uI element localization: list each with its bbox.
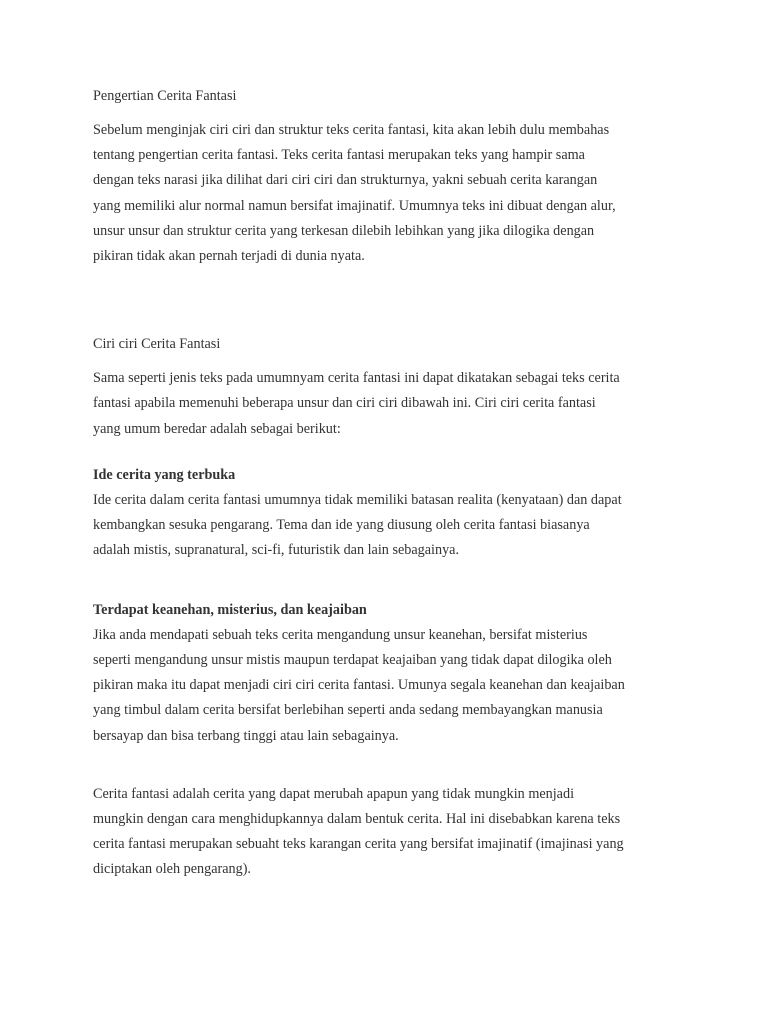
paragraph-line: Jika anda mendapati sebuah teks cerita mengandung unsur keanehan, bersifat misterius <box>93 626 588 643</box>
paragraph-line: fantasi apabila memenuhi beberapa unsur dan ciri ciri dibawah ini. Ciri ciri cerita fantasi <box>93 395 596 412</box>
paragraph-line: unsur unsur dan struktur cerita yang terkesan dilebih lebihkan yang jika dilogika dengan <box>93 222 595 239</box>
paragraph-line: bersayap dan bisa terbang tinggi atau lain sebagainya. <box>93 727 399 744</box>
paragraph-line: adalah mistis, supranatural, sci-fi, futuristik dan lain sebagainya. <box>93 542 460 559</box>
section-pengertian <box>93 86 683 269</box>
feature-keanehan <box>93 598 683 749</box>
paragraph-line: pikiran tidak akan pernah terjadi di dunia nyata. <box>93 248 365 265</box>
paragraph-line: tentang pengertian cerita fantasi. Teks cerita fantasi merupakan teks yang hampir sama <box>93 147 585 164</box>
section-heading: Pengertian Cerita Fantasi <box>93 88 237 104</box>
section-paragraph <box>93 366 683 442</box>
paragraph-line: mungkin dengan cara menghidupkannya dalam bentuk cerita. Hal ini disebabkan karena teks <box>93 811 621 828</box>
paragraph-line: kembangkan sesuka pengarang. Tema dan ide yang diusung oleh cerita fantasi biasanya <box>93 517 590 534</box>
paragraph-line: yang timbul dalam cerita bersifat berlebihan seperti anda sedang membayangkan manusia <box>93 702 603 719</box>
section-paragraph <box>93 118 683 269</box>
section-heading: Ciri ciri Cerita Fantasi <box>93 336 221 353</box>
paragraph-line: diciptakan oleh pengarang). <box>93 861 251 878</box>
paragraph-line: seperti mengandung unsur mistis maupun terdapat keajaiban yang tidak dapat dilogika oleh <box>93 652 612 669</box>
paragraph-line: yang memiliki alur normal namun bersifat imajinatif. Umumnya teks ini dibuat dengan alur, <box>93 197 616 214</box>
closing-paragraph <box>93 782 683 883</box>
paragraph-line: cerita fantasi merupakan sebuaht teks karangan cerita yang bersifat imajinatif (imajinasi yang <box>93 836 624 853</box>
paragraph-line: Cerita fantasi adalah cerita yang dapat merubah apapun yang tidak mungkin menjadi <box>93 785 575 802</box>
feature-ide-cerita <box>93 463 683 564</box>
paragraph-line: pikiran maka itu dapat menjadi ciri ciri cerita fantasi. Umunya segala keanehan dan keajaiban <box>93 677 625 694</box>
feature-title: Ide cerita yang terbuka <box>93 466 236 483</box>
paragraph-line: dengan teks narasi jika dilihat dari ciri ciri dan strukturnya, yakni sebuah cerita karangan <box>93 172 598 189</box>
feature-paragraph <box>93 623 683 749</box>
document-page <box>93 86 683 883</box>
feature-paragraph <box>93 488 683 564</box>
paragraph-line: Sama seperti jenis teks pada umumnyam cerita fantasi ini dapat dikatakan sebagai teks cerita <box>93 370 620 387</box>
feature-title: Terdapat keanehan, misterius, dan keajaiban <box>93 601 367 618</box>
section-ciri-ciri <box>93 334 683 442</box>
paragraph-line: yang umum beredar adalah sebagai berikut: <box>93 420 341 437</box>
paragraph-line: Sebelum menginjak ciri ciri dan struktur teks cerita fantasi, kita akan lebih dulu membahas <box>93 122 610 138</box>
paragraph-line: Ide cerita dalam cerita fantasi umumnya tidak memiliki batasan realita (kenyataan) dan dapat <box>93 492 622 509</box>
